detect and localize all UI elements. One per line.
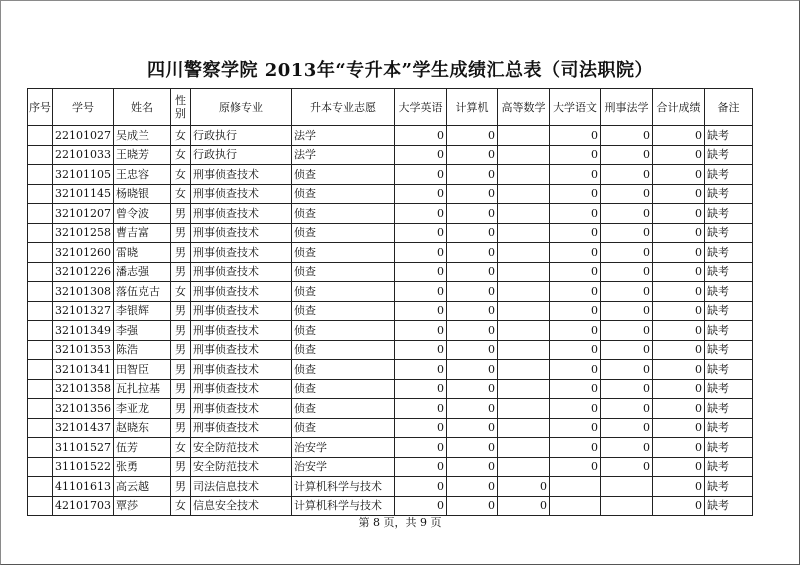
student-name-cell: 伍芳 (114, 438, 171, 458)
math-score-cell (498, 438, 550, 458)
computer-score-cell: 0 (447, 184, 498, 204)
seq-cell (28, 340, 53, 360)
chinese-score-cell: 0 (550, 126, 601, 146)
original-major-cell: 刑事侦查技术 (191, 223, 292, 243)
target-major-cell: 侦查 (292, 301, 395, 321)
header-computer: 计算机 (447, 89, 498, 126)
header-name: 姓名 (114, 89, 171, 126)
gender-cell: 女 (171, 126, 191, 146)
math-score-cell (498, 145, 550, 165)
criminal-law-score-cell: 0 (601, 243, 653, 263)
seq-cell (28, 282, 53, 302)
student-id-cell: 32101437 (53, 418, 114, 438)
student-name-cell: 李强 (114, 321, 171, 341)
gender-cell: 男 (171, 360, 191, 380)
header-original-major: 原修专业 (191, 89, 292, 126)
table-row (28, 223, 753, 243)
seq-cell (28, 399, 53, 419)
target-major-cell: 侦查 (292, 321, 395, 341)
seq-cell (28, 165, 53, 185)
remark-cell: 缺考 (705, 165, 753, 185)
math-score-cell (498, 321, 550, 341)
original-major-cell: 刑事侦查技术 (191, 360, 292, 380)
math-score-cell (498, 262, 550, 282)
seq-cell (28, 126, 53, 146)
computer-score-cell: 0 (447, 204, 498, 224)
seq-cell (28, 379, 53, 399)
computer-score-cell: 0 (447, 340, 498, 360)
computer-score-cell: 0 (447, 399, 498, 419)
chinese-score-cell: 0 (550, 262, 601, 282)
criminal-law-score-cell (601, 477, 653, 497)
student-name-cell: 李亚龙 (114, 399, 171, 419)
table-row (28, 145, 753, 165)
total-score-cell: 0 (653, 340, 705, 360)
total-score-cell: 0 (653, 223, 705, 243)
student-id-cell: 32101105 (53, 165, 114, 185)
student-id-cell: 32101353 (53, 340, 114, 360)
target-major-cell: 侦查 (292, 204, 395, 224)
target-major-cell: 侦查 (292, 360, 395, 380)
student-id-cell: 32101341 (53, 360, 114, 380)
gender-cell: 男 (171, 418, 191, 438)
seq-cell (28, 477, 53, 497)
chinese-score-cell: 0 (550, 204, 601, 224)
student-id-cell: 32101145 (53, 184, 114, 204)
student-id-cell: 32101308 (53, 282, 114, 302)
gender-cell: 女 (171, 496, 191, 516)
table-row (28, 379, 753, 399)
seq-cell (28, 418, 53, 438)
gender-cell: 男 (171, 204, 191, 224)
criminal-law-score-cell: 0 (601, 204, 653, 224)
total-score-cell: 0 (653, 145, 705, 165)
chinese-score-cell: 0 (550, 282, 601, 302)
student-id-cell: 32101349 (53, 321, 114, 341)
student-name-cell: 瓦扎拉基 (114, 379, 171, 399)
remark-cell: 缺考 (705, 418, 753, 438)
criminal-law-score-cell: 0 (601, 321, 653, 341)
computer-score-cell: 0 (447, 360, 498, 380)
student-name-cell: 落伍克古 (114, 282, 171, 302)
math-score-cell (498, 379, 550, 399)
english-score-cell: 0 (395, 301, 447, 321)
remark-cell: 缺考 (705, 126, 753, 146)
student-id-cell: 32101258 (53, 223, 114, 243)
math-score-cell (498, 399, 550, 419)
remark-cell: 缺考 (705, 399, 753, 419)
original-major-cell: 刑事侦查技术 (191, 184, 292, 204)
table-row (28, 301, 753, 321)
remark-cell: 缺考 (705, 477, 753, 497)
total-score-cell: 0 (653, 399, 705, 419)
student-name-cell: 赵晓东 (114, 418, 171, 438)
seq-cell (28, 262, 53, 282)
original-major-cell: 安全防范技术 (191, 457, 292, 477)
target-major-cell: 法学 (292, 126, 395, 146)
student-id-cell: 42101703 (53, 496, 114, 516)
original-major-cell: 信息安全技术 (191, 496, 292, 516)
math-score-cell (498, 360, 550, 380)
remark-cell: 缺考 (705, 360, 753, 380)
gender-cell: 男 (171, 379, 191, 399)
computer-score-cell: 0 (447, 418, 498, 438)
criminal-law-score-cell: 0 (601, 262, 653, 282)
chinese-score-cell: 0 (550, 438, 601, 458)
student-id-cell: 22101033 (53, 145, 114, 165)
math-score-cell (498, 301, 550, 321)
student-id-cell: 31101522 (53, 457, 114, 477)
seq-cell (28, 243, 53, 263)
original-major-cell: 刑事侦查技术 (191, 379, 292, 399)
english-score-cell: 0 (395, 223, 447, 243)
seq-cell (28, 184, 53, 204)
math-score-cell (498, 457, 550, 477)
remark-cell: 缺考 (705, 496, 753, 516)
total-score-cell: 0 (653, 184, 705, 204)
target-major-cell: 治安学 (292, 457, 395, 477)
criminal-law-score-cell: 0 (601, 165, 653, 185)
computer-score-cell: 0 (447, 496, 498, 516)
gender-cell: 女 (171, 165, 191, 185)
total-score-cell: 0 (653, 477, 705, 497)
total-score-cell: 0 (653, 262, 705, 282)
gender-cell: 男 (171, 243, 191, 263)
table-row (28, 340, 753, 360)
header-seq: 序号 (28, 89, 53, 126)
original-major-cell: 刑事侦查技术 (191, 301, 292, 321)
seq-cell (28, 496, 53, 516)
english-score-cell: 0 (395, 282, 447, 302)
student-id-cell: 32101327 (53, 301, 114, 321)
english-score-cell: 0 (395, 457, 447, 477)
gender-cell: 男 (171, 262, 191, 282)
total-score-cell: 0 (653, 243, 705, 263)
english-score-cell: 0 (395, 204, 447, 224)
criminal-law-score-cell: 0 (601, 301, 653, 321)
total-score-cell: 0 (653, 282, 705, 302)
chinese-score-cell (550, 477, 601, 497)
computer-score-cell: 0 (447, 321, 498, 341)
student-name-cell: 雷晓 (114, 243, 171, 263)
original-major-cell: 刑事侦查技术 (191, 321, 292, 341)
math-score-cell (498, 184, 550, 204)
target-major-cell: 计算机科学与技术 (292, 477, 395, 497)
math-score-cell (498, 282, 550, 302)
english-score-cell: 0 (395, 340, 447, 360)
remark-cell: 缺考 (705, 301, 753, 321)
target-major-cell: 侦查 (292, 418, 395, 438)
computer-score-cell: 0 (447, 477, 498, 497)
target-major-cell: 侦查 (292, 262, 395, 282)
gender-cell: 女 (171, 184, 191, 204)
seq-cell (28, 223, 53, 243)
computer-score-cell: 0 (447, 262, 498, 282)
student-name-cell: 王忠容 (114, 165, 171, 185)
criminal-law-score-cell: 0 (601, 126, 653, 146)
english-score-cell: 0 (395, 379, 447, 399)
remark-cell: 缺考 (705, 204, 753, 224)
header-english: 大学英语 (395, 89, 447, 126)
gender-cell: 男 (171, 223, 191, 243)
original-major-cell: 安全防范技术 (191, 438, 292, 458)
computer-score-cell: 0 (447, 457, 498, 477)
original-major-cell: 司法信息技术 (191, 477, 292, 497)
remark-cell: 缺考 (705, 457, 753, 477)
criminal-law-score-cell: 0 (601, 282, 653, 302)
header-total: 合计成绩 (653, 89, 705, 126)
chinese-score-cell: 0 (550, 340, 601, 360)
student-id-cell: 32101207 (53, 204, 114, 224)
header-row (28, 89, 753, 126)
document-title: 四川警察学院 2013年“专升本”学生成绩汇总表（司法职院） (146, 60, 654, 81)
student-name-cell: 李银辉 (114, 301, 171, 321)
table-row (28, 496, 753, 516)
criminal-law-score-cell: 0 (601, 223, 653, 243)
chinese-score-cell: 0 (550, 223, 601, 243)
math-score-cell (498, 340, 550, 360)
math-score-cell (498, 418, 550, 438)
header-math: 高等数学 (498, 89, 550, 126)
score-table (27, 88, 753, 516)
gender-cell: 男 (171, 340, 191, 360)
student-id-cell: 32101226 (53, 262, 114, 282)
table-row (28, 457, 753, 477)
gender-cell: 男 (171, 457, 191, 477)
english-score-cell: 0 (395, 184, 447, 204)
criminal-law-score-cell: 0 (601, 184, 653, 204)
english-score-cell: 0 (395, 418, 447, 438)
math-score-cell (498, 204, 550, 224)
original-major-cell: 刑事侦查技术 (191, 340, 292, 360)
student-name-cell: 王晓芳 (114, 145, 171, 165)
english-score-cell: 0 (395, 145, 447, 165)
criminal-law-score-cell: 0 (601, 418, 653, 438)
student-name-cell: 覃莎 (114, 496, 171, 516)
computer-score-cell: 0 (447, 126, 498, 146)
student-id-cell: 32101358 (53, 379, 114, 399)
target-major-cell: 侦查 (292, 399, 395, 419)
original-major-cell: 刑事侦查技术 (191, 399, 292, 419)
computer-score-cell: 0 (447, 379, 498, 399)
table-row (28, 418, 753, 438)
student-name-cell: 杨晓银 (114, 184, 171, 204)
total-score-cell: 0 (653, 438, 705, 458)
chinese-score-cell: 0 (550, 145, 601, 165)
table-row (28, 399, 753, 419)
table-row (28, 243, 753, 263)
gender-cell: 女 (171, 438, 191, 458)
student-id-cell: 41101613 (53, 477, 114, 497)
table-body (28, 126, 753, 516)
criminal-law-score-cell: 0 (601, 145, 653, 165)
criminal-law-score-cell: 0 (601, 438, 653, 458)
target-major-cell: 侦查 (292, 340, 395, 360)
student-name-cell: 吴成兰 (114, 126, 171, 146)
computer-score-cell: 0 (447, 223, 498, 243)
target-major-cell: 治安学 (292, 438, 395, 458)
student-name-cell: 田智臣 (114, 360, 171, 380)
table-row (28, 204, 753, 224)
computer-score-cell: 0 (447, 243, 498, 263)
english-score-cell: 0 (395, 262, 447, 282)
table-row (28, 165, 753, 185)
student-name-cell: 曹吉富 (114, 223, 171, 243)
header-remark: 备注 (705, 89, 753, 126)
seq-cell (28, 145, 53, 165)
math-score-cell (498, 165, 550, 185)
total-score-cell: 0 (653, 321, 705, 341)
original-major-cell: 刑事侦查技术 (191, 165, 292, 185)
remark-cell: 缺考 (705, 262, 753, 282)
seq-cell (28, 457, 53, 477)
chinese-score-cell: 0 (550, 457, 601, 477)
english-score-cell: 0 (395, 243, 447, 263)
original-major-cell: 刑事侦查技术 (191, 204, 292, 224)
remark-cell: 缺考 (705, 282, 753, 302)
remark-cell: 缺考 (705, 223, 753, 243)
gender-cell: 男 (171, 399, 191, 419)
gender-cell: 女 (171, 145, 191, 165)
original-major-cell: 刑事侦查技术 (191, 243, 292, 263)
chinese-score-cell: 0 (550, 360, 601, 380)
english-score-cell: 0 (395, 126, 447, 146)
criminal-law-score-cell: 0 (601, 399, 653, 419)
remark-cell: 缺考 (705, 438, 753, 458)
english-score-cell: 0 (395, 321, 447, 341)
original-major-cell: 行政执行 (191, 126, 292, 146)
target-major-cell: 侦查 (292, 282, 395, 302)
student-name-cell: 张勇 (114, 457, 171, 477)
original-major-cell: 行政执行 (191, 145, 292, 165)
header-gender: 性别 (171, 89, 191, 126)
table-row (28, 126, 753, 146)
computer-score-cell: 0 (447, 301, 498, 321)
chinese-score-cell (550, 496, 601, 516)
table-row (28, 438, 753, 458)
chinese-score-cell: 0 (550, 184, 601, 204)
remark-cell: 缺考 (705, 379, 753, 399)
criminal-law-score-cell (601, 496, 653, 516)
total-score-cell: 0 (653, 204, 705, 224)
chinese-score-cell: 0 (550, 165, 601, 185)
total-score-cell: 0 (653, 165, 705, 185)
math-score-cell (498, 223, 550, 243)
math-score-cell (498, 126, 550, 146)
table-row (28, 282, 753, 302)
math-score-cell: 0 (498, 496, 550, 516)
total-score-cell: 0 (653, 379, 705, 399)
total-score-cell: 0 (653, 457, 705, 477)
remark-cell: 缺考 (705, 184, 753, 204)
english-score-cell: 0 (395, 438, 447, 458)
original-major-cell: 刑事侦查技术 (191, 418, 292, 438)
seq-cell (28, 321, 53, 341)
computer-score-cell: 0 (447, 145, 498, 165)
header-chinese: 大学语文 (550, 89, 601, 126)
target-major-cell: 侦查 (292, 184, 395, 204)
english-score-cell: 0 (395, 477, 447, 497)
student-name-cell: 潘志强 (114, 262, 171, 282)
computer-score-cell: 0 (447, 282, 498, 302)
table-row (28, 184, 753, 204)
seq-cell (28, 438, 53, 458)
table-row (28, 321, 753, 341)
student-id-cell: 32101356 (53, 399, 114, 419)
seq-cell (28, 301, 53, 321)
student-id-cell: 22101027 (53, 126, 114, 146)
computer-score-cell: 0 (447, 438, 498, 458)
total-score-cell: 0 (653, 360, 705, 380)
student-name-cell: 陈浩 (114, 340, 171, 360)
header-student-id: 学号 (53, 89, 114, 126)
student-id-cell: 32101260 (53, 243, 114, 263)
total-score-cell: 0 (653, 418, 705, 438)
chinese-score-cell: 0 (550, 418, 601, 438)
english-score-cell: 0 (395, 165, 447, 185)
chinese-score-cell: 0 (550, 399, 601, 419)
criminal-law-score-cell: 0 (601, 340, 653, 360)
gender-cell: 女 (171, 282, 191, 302)
student-name-cell: 曾令波 (114, 204, 171, 224)
total-score-cell: 0 (653, 496, 705, 516)
english-score-cell: 0 (395, 496, 447, 516)
remark-cell: 缺考 (705, 243, 753, 263)
seq-cell (28, 360, 53, 380)
english-score-cell: 0 (395, 360, 447, 380)
target-major-cell: 侦查 (292, 379, 395, 399)
remark-cell: 缺考 (705, 340, 753, 360)
original-major-cell: 刑事侦查技术 (191, 262, 292, 282)
student-name-cell: 高云越 (114, 477, 171, 497)
math-score-cell: 0 (498, 477, 550, 497)
math-score-cell (498, 243, 550, 263)
criminal-law-score-cell: 0 (601, 379, 653, 399)
page-footer: 第 8 页，共 9 页 (358, 516, 442, 529)
remark-cell: 缺考 (705, 145, 753, 165)
chinese-score-cell: 0 (550, 379, 601, 399)
original-major-cell: 刑事侦查技术 (191, 282, 292, 302)
target-major-cell: 侦查 (292, 223, 395, 243)
target-major-cell: 侦查 (292, 243, 395, 263)
student-id-cell: 31101527 (53, 438, 114, 458)
chinese-score-cell: 0 (550, 301, 601, 321)
gender-cell: 男 (171, 477, 191, 497)
total-score-cell: 0 (653, 126, 705, 146)
gender-cell: 男 (171, 321, 191, 341)
english-score-cell: 0 (395, 399, 447, 419)
computer-score-cell: 0 (447, 165, 498, 185)
table-row (28, 262, 753, 282)
target-major-cell: 侦查 (292, 165, 395, 185)
criminal-law-score-cell: 0 (601, 457, 653, 477)
remark-cell: 缺考 (705, 321, 753, 341)
table-row (28, 477, 753, 497)
target-major-cell: 计算机科学与技术 (292, 496, 395, 516)
table-row (28, 360, 753, 380)
header-criminal-law: 刑事法学 (601, 89, 653, 126)
chinese-score-cell: 0 (550, 321, 601, 341)
chinese-score-cell: 0 (550, 243, 601, 263)
target-major-cell: 法学 (292, 145, 395, 165)
total-score-cell: 0 (653, 301, 705, 321)
seq-cell (28, 204, 53, 224)
header-target-major: 升本专业志愿 (292, 89, 395, 126)
gender-cell: 男 (171, 301, 191, 321)
criminal-law-score-cell: 0 (601, 360, 653, 380)
